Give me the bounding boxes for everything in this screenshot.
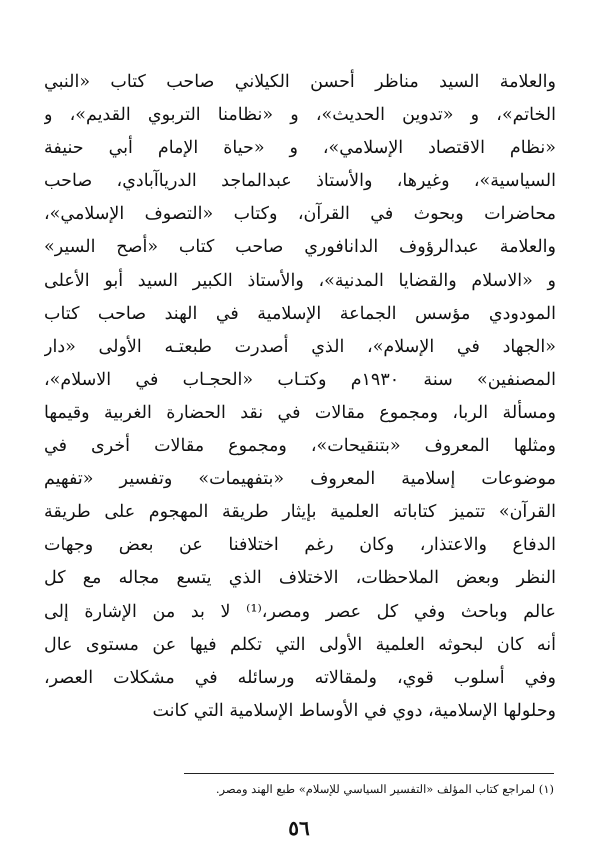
text-line: السياسية»، وغيرها، والأستاذ عبدالماجد الدرياآبادي، صاحب [44, 171, 556, 192]
text-line: الدفاع والاعتذار، وكان رغم اختلافنا عن بعض وجهات [44, 535, 556, 556]
text-line: والعلامة عبدالرؤوف الدانافوري صاحب كتاب «أصح السير» [44, 237, 556, 258]
text-line: ومثلها المعروف «بتنقيحات»، ومجموع مقالات أخرى في [44, 436, 556, 457]
text-line: أنه كان لبحوثه العلمية الأولى التي تكلم فيها عن مستوى عال [44, 634, 556, 655]
text-line: «نظام الاقتصاد الإسلامي»، و «حياة الإمام أبي حنيفة [44, 138, 556, 159]
text-line: والعلامة السيد مناظر أحسن الكيلاني صاحب كتاب «النبي [44, 72, 556, 92]
footnote: (١) لمراجع كتاب المؤلف «التفسير السياسي للإسلام» طبع الهند ومصر. [215, 782, 554, 796]
text-line: وفي أسلوب قوي، ولمقالاته ورسائله في مشكلات العصر، [44, 667, 556, 688]
text-line: المصنفين» سنة ١٩٣٠م وكتـاب «الحجـاب في الاسلام»، [44, 369, 556, 390]
text-line: المودودي مؤسس الجماعة الإسلامية في الهند صاحب كتاب [44, 303, 556, 324]
text-line: النظر وبعض الملاحظات، الاختلاف الذي يتسع مجاله مع كل [44, 568, 556, 589]
page-number: ٥٦ [288, 816, 310, 840]
text-line: الخاتم»، و «تدوين الحديث»، و «نظامنا التربوي القديم»، و [44, 105, 556, 126]
text-line: موضوعات إسلامية المعروف «بتفهيمات» وتفسير «تفهيم [44, 469, 556, 490]
body-text [44, 66, 556, 728]
text-line: «الجهاد في الإسلام»، الذي أصدرت طبعتـه الأولى «دار [44, 336, 556, 357]
text-line: ومسألة الربا، ومجموع مقالات في نقد الحضارة الغربية وقيمها [44, 402, 556, 423]
text-line: محاضرات وبحوث في القرآن، وكتاب «التصوف الإسلامي»، [44, 204, 556, 225]
text-line: وحلولها الإسلامية، دوي في الأوساط الإسلامية التي كانت [152, 700, 556, 721]
text-line: و «الاسلام والقضايا المدنية»، والأستاذ الكبير السيد أبو الأعلى [44, 270, 556, 291]
footnote-divider [184, 773, 554, 774]
text-line: عالم وباحث وفي كل عصر ومصر،⁽¹⁾ لا بد من الإشارة إلى [44, 601, 556, 622]
text-line: القرآن» تتميز كتاباته العلمية بإيثار طريقة المهجوم على طريقة [44, 502, 556, 523]
